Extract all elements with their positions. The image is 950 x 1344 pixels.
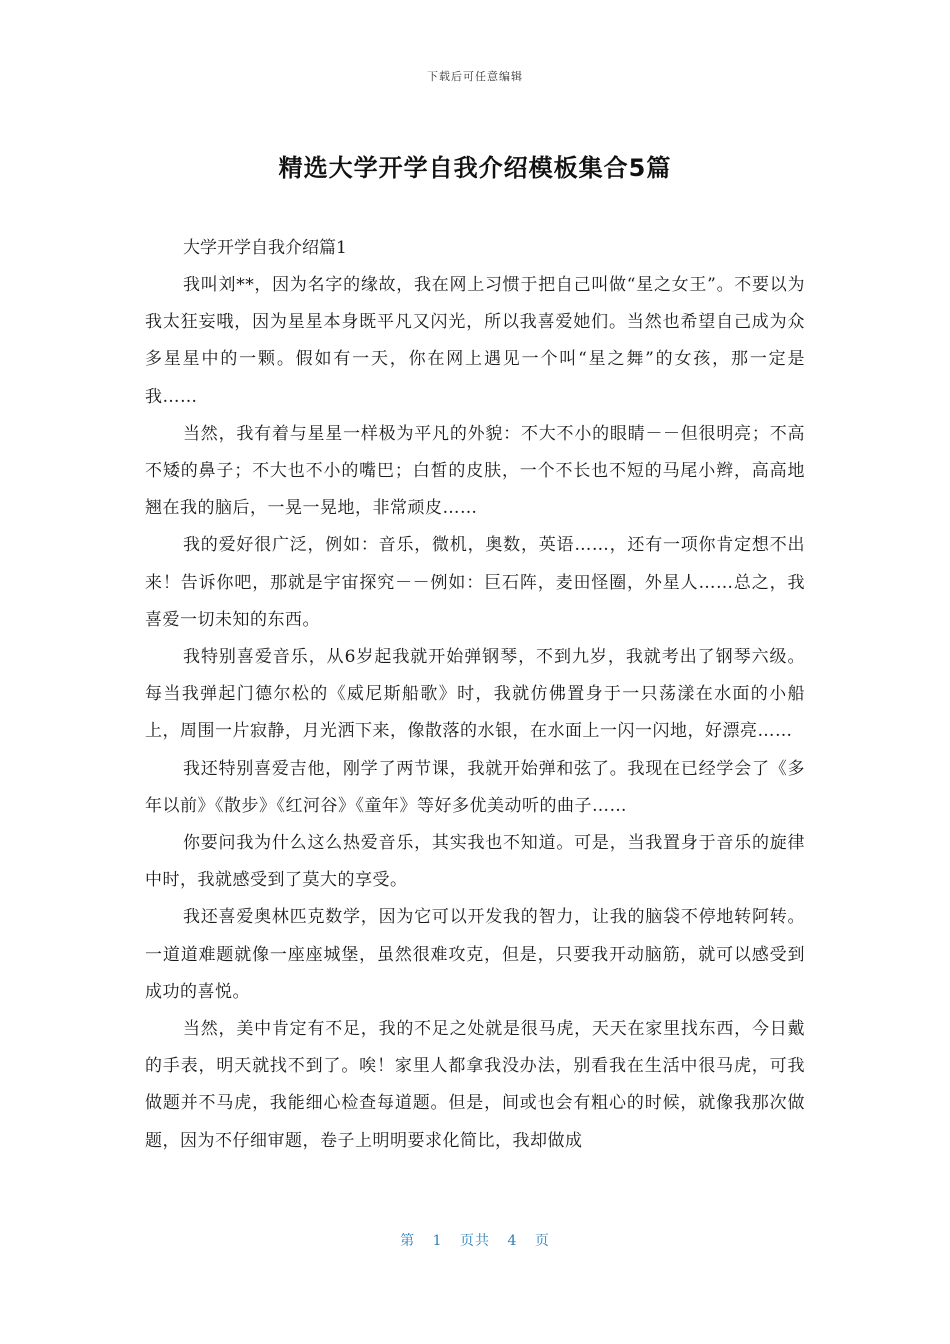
footer-middle: 页共 [460,1233,490,1249]
header-note: 下载后可任意编辑 [427,70,523,83]
paragraph-8: 当然，美中肯定有不足，我的不足之处就是很马虎，天天在家里找东西，今日戴的手表，明天就找不到了。唉！家里人都拿我没办法，别看我在生活中很马虎，可我做题并不马虎，我能细心检查每道题。但是，间或也会有粗心的时候，就像我那次做题，因为不仔细审题，卷子上明明要求化简比，我却做成 [145,1019,805,1151]
paragraph-4: 我特别喜爱音乐，从6岁起我就开始弹钢琴，不到九岁，我就考出了钢琴六级。每当我弹起门德尔松的《威尼斯船歌》时，我就仿佛置身于一只荡漾在水面的小船上，周围一片寂静，月光洒下来，像散落的水银，在水面上一闪一闪地，好漂亮…… [145,647,805,742]
page-footer [0,1230,950,1250]
paragraph-5: 我还特别喜爱吉他，刚学了两节课，我就开始弹和弦了。我现在已经学会了《多年以前》《散步》《红河谷》《童年》等好多优美动听的曲子…… [145,758,805,816]
document-title: 精选大学开学自我介绍模板集合5篇 [278,154,672,182]
section-heading: 大学开学自我介绍篇1 [183,238,347,258]
paragraph-1: 我叫刘**，因为名字的缘故，我在网上习惯于把自己叫做“星之女王”。不要以为我太狂妄哦，因为星星本身既平凡又闪光，所以我喜爱她们。当然也希望自己成为众多星星中的一颗。假如有一天，你在网上遇见一个叫“星之舞”的女孩，那一定是我…… [145,275,805,407]
paragraph-3: 我的爱好很广泛，例如：音乐，微机，奥数，英语……，还有一项你肯定想不出来！告诉你吧，那就是宇宙探究－－例如：巨石阵，麦田怪圈，外星人……总之，我喜爱一切未知的东西。 [145,535,805,630]
footer-current-page: 1 [432,1233,443,1249]
footer-prefix: 第 [400,1233,416,1249]
document-body [145,230,805,1160]
paragraph-2: 当然，我有着与星星一样极为平凡的外貌：不大不小的眼睛－－但很明亮；不高不矮的鼻子；不大也不小的嘴巴；白皙的皮肤，一个不长也不短的马尾小辫，高高地翘在我的脑后，一晃一晃地，非常顽皮…… [145,423,805,519]
footer-suffix: 页 [534,1233,550,1249]
paragraph-6: 你要问我为什么这么热爱音乐，其实我也不知道。可是，当我置身于音乐的旋律中时，我就感受到了莫大的享受。 [145,833,805,891]
paragraph-7: 我还喜爱奥林匹克数学，因为它可以开发我的智力，让我的脑袋不停地转阿转。一道道难题就像一座座城堡，虽然很难攻克，但是，只要我开动脑筋，就可以感受到成功的喜悦。 [145,907,805,1002]
footer-total-pages: 4 [507,1233,518,1249]
